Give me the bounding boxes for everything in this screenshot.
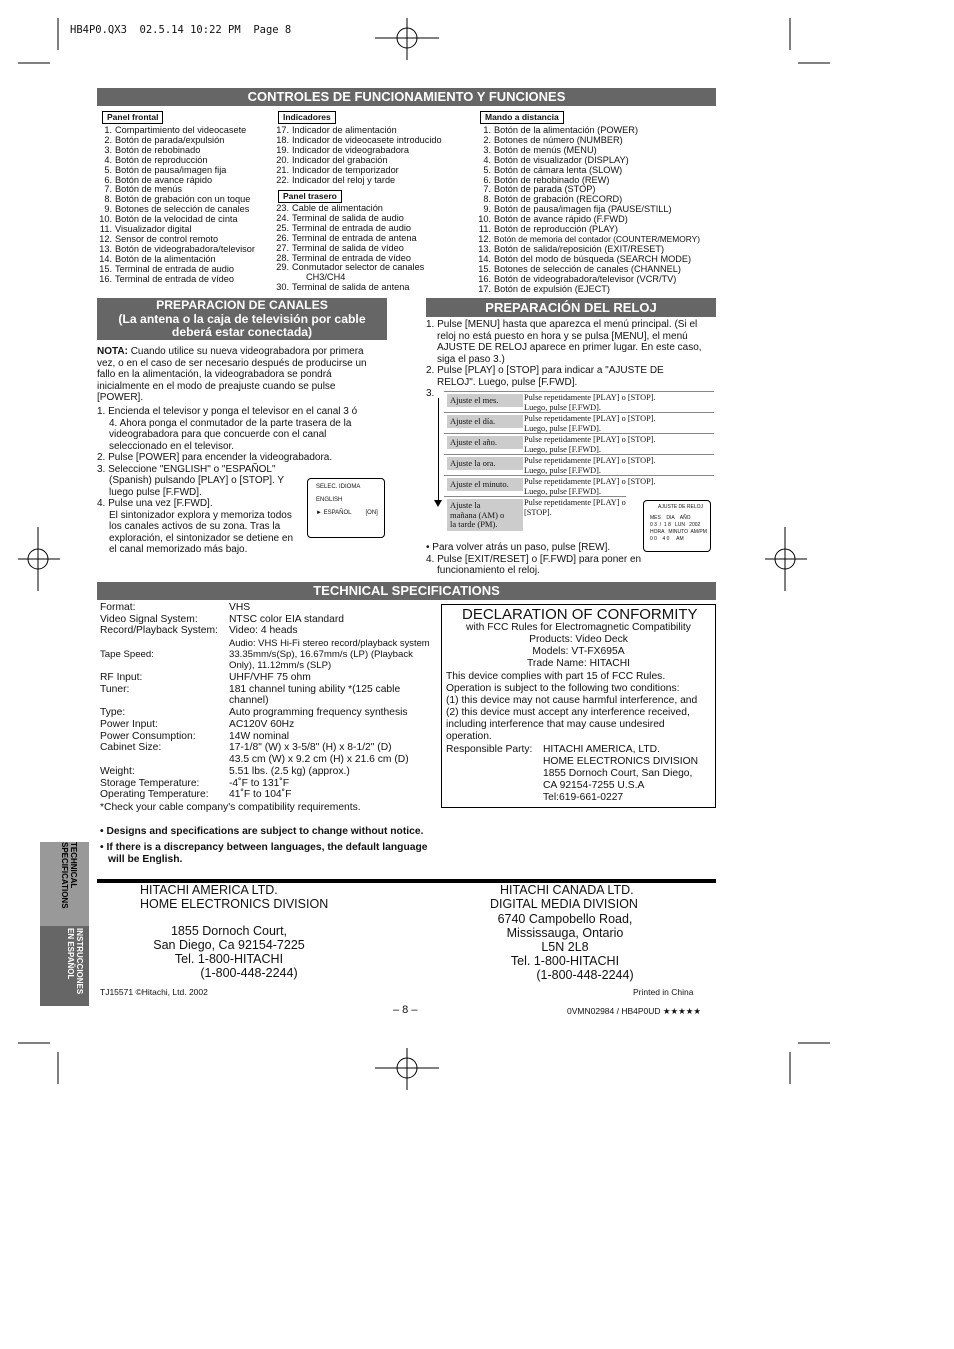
list-item: 17. Indicador de alimentación bbox=[276, 125, 397, 135]
language-osd: SELEC. IDIOMA ENGLISH ► ESPAÑOL [ON] bbox=[307, 478, 385, 538]
spec-key: Record/Playback System: bbox=[100, 625, 218, 637]
clock-row: Ajuste la ora. Pulse repetidamente [PLAY] o [STOP]. Luego, pulse [F.FWD]. bbox=[444, 454, 714, 475]
list-item: 2. Botones de número (NUMBER) bbox=[483, 134, 623, 145]
page-number: – 8 – bbox=[393, 1004, 418, 1016]
list-item: 13. Botón de salida/reposición (EXIT/RESET) bbox=[478, 243, 665, 254]
list-item: 7. Botón de menús bbox=[104, 184, 182, 195]
spec-value: 181 channel tuning ability *(125 cable channel) bbox=[229, 683, 401, 707]
list-item: 2. Botón de parada/expulsión bbox=[104, 134, 225, 145]
spec-value: Video: 4 heads Audio: VHS Hi-Fi stereo record/playback system bbox=[229, 625, 430, 648]
list-item: 22. Indicador del reloj y tarde bbox=[276, 174, 396, 185]
front-panel-list bbox=[95, 126, 255, 285]
list-item: 8. Botón de grabación (RECORD) bbox=[483, 194, 623, 205]
front-panel-label: Panel frontal bbox=[102, 111, 163, 124]
list-item: 4. Botón de visualizador (DISPLAY) bbox=[483, 154, 629, 165]
spec-value: 5.51 lbs. (2.5 kg) (approx.) bbox=[229, 765, 350, 777]
clock-row: Ajuste el mes. Pulse repetidamente [PLAY] o [STOP]. Luego, pulse [F.FWD]. bbox=[444, 391, 714, 412]
clock-row: Ajuste el año. Pulse repetidamente [PLAY] o [STOP]. Luego, pulse [F.FWD]. bbox=[444, 433, 714, 454]
clock-osd: AJUSTE DE RELOJ MES DIA AÑO 0 3 / 1 8 LUN 2002 HORA MINUTO AM/PM 0 0 4 0 AM bbox=[643, 500, 711, 552]
arrow-down-icon bbox=[434, 500, 442, 507]
side-tab-spanish-label: INSTRUCCIONES EN ESPAÑOL bbox=[66, 928, 84, 995]
footer-copyright: TJ15571 ©Hitachi, Ltd. 2002 bbox=[100, 987, 208, 997]
clock-row: Ajuste el minuto. Pulse repetidamente [PLAY] o [STOP]. Luego, pulse [F.FWD]. bbox=[444, 475, 714, 496]
spec-key: Operating Temperature: bbox=[100, 789, 209, 801]
list-item: 1. Botón de la alimentación (POWER) bbox=[483, 125, 638, 135]
footer-code: 0VMN02984 / HB4P0UD ★★★★★ bbox=[567, 1006, 702, 1016]
list-item: 25. Terminal de entrada de audio bbox=[276, 222, 412, 233]
remote-label: Mando a distancia bbox=[480, 111, 564, 124]
list-item: CH3/CH4 bbox=[306, 272, 346, 283]
channels-heading: PREPARACION DE CANALES (La antena o la caja de televisión por cable deberá estar conectada) bbox=[97, 298, 387, 340]
list-item: 7. Botón de parada (STOP) bbox=[483, 184, 596, 195]
declaration-box: DECLARATION OF CONFORMITY with FCC Rules for Electromagnetic Compatibility Products: Video Deck Models: VT-FX695A Trade Name: HITACHI This device complies with part 15 of FCC Rules. Operation is subject to the following two conditions: (1) this device may not cause harmful interference, and (2) this device must accept any interference received, including interference that may cause undesired operation. Responsible Party: HITACHI AMERICA, LTD. HOME ELECTRONICS DIVISION 1855 Dornoch Court, San Diego, CA 92154-7255 U.S.A Tel:619-661-0227 bbox=[441, 604, 716, 808]
list-item: 10. Botón de la velocidad de cinta bbox=[99, 214, 238, 225]
side-tab-technical-label: TECHNICAL SPECIFICATIONS bbox=[60, 842, 78, 909]
spec-value: VHS bbox=[229, 602, 251, 613]
controls-heading: CONTROLES DE FUNCIONAMIENTO Y FUNCIONES bbox=[97, 88, 716, 106]
print-header: HB4P0.QX3 02.5.14 10:22 PM Page 8 bbox=[70, 24, 292, 36]
spec-footnote: *Check your cable company's compatibility requirements. bbox=[100, 802, 361, 813]
list-item: 29. Conmutador selector de canales bbox=[276, 262, 425, 273]
list-item: 1. Compartimiento del videocasete bbox=[104, 125, 247, 135]
list-item: 30. Terminal de salida de antena bbox=[276, 282, 410, 293]
list-item: 6. Botón de avance rápido bbox=[104, 174, 213, 185]
clock-row-ampm: Ajuste la mañana (AM) o la tarde (PM). Pulse repetidamente [PLAY] o [STOP]. bbox=[444, 496, 626, 534]
declaration-title: DECLARATION OF CONFORMITY bbox=[462, 606, 698, 623]
list-item: 27. Terminal de salida de vídeo bbox=[276, 242, 404, 253]
list-item: 9. Botón de pausa/imagen fija (PAUSE/STILL) bbox=[483, 204, 672, 215]
spec-value: -4˚F to 131˚F bbox=[229, 777, 290, 789]
list-item: 24. Terminal de salida de audio bbox=[276, 212, 404, 223]
list-item: 12. Sensor de control remoto bbox=[99, 233, 219, 244]
spec-key: Type: bbox=[100, 707, 126, 719]
list-item: 3. Botón de menús (MENU) bbox=[483, 144, 597, 155]
channels-steps: 1. Encienda el televisor y ponga el televisor en el canal 3 ó 4. Ahora ponga el conmutador de la parte trasera de la videograbadora para que concuerde con el canal seleccionado en el televisor. 2. Pulse [POWER] para encender la videograbadora. 3. Seleccione "ENGLISH" o "ESPAÑOL" (Spanish) pulsando [PLAY] o [STOP]. Y luego pulse [F.FWD]. 4. Pulse una vez [F.FWD]. El sintonizador explora y memoriza todos los canales activos de su zona. Tras la exploración, el sintonizador se detiene en el canal memorizado más bajo. bbox=[97, 406, 358, 555]
indicators-list bbox=[272, 126, 442, 185]
spec-key: Video Signal System: bbox=[100, 613, 198, 625]
list-item: 5. Botón de cámara lenta (SLOW) bbox=[483, 164, 623, 175]
spec-notes: • Designs and specifications are subject to change without notice. • If there is a discrepancy between languages, the default language will be English. bbox=[100, 826, 428, 865]
list-item: 15. Terminal de entrada de audio bbox=[99, 263, 235, 274]
list-item: 3. Botón de rebobinado bbox=[104, 144, 201, 155]
clock-heading: PREPARACIÓN DEL RELOJ bbox=[426, 298, 716, 317]
clock-arrow bbox=[438, 398, 439, 504]
list-item: 19. Indicador de videograbadora bbox=[276, 144, 409, 155]
list-item: 16. Terminal de entrada de vídeo bbox=[99, 273, 235, 284]
list-item: 6. Botón de rebobinado (REW) bbox=[483, 174, 610, 185]
spec-value: Auto programming frequency synthesis bbox=[229, 707, 408, 719]
spec-key: Power Consumption: bbox=[100, 730, 196, 742]
spec-value: NTSC color EIA standard bbox=[229, 613, 345, 625]
spec-value: UHF/VHF 75 ohm bbox=[229, 672, 311, 684]
footer-printed: Printed in China bbox=[633, 987, 694, 997]
spec-key: Format: bbox=[100, 602, 136, 613]
list-item: 9. Botones de selección de canales bbox=[104, 204, 250, 215]
channels-note: NOTA: Cuando utilice su nueva videograbadora por primera vez, o en el caso de ser necesario después de producirse un fallo en la alimentación, la videograbadora se pondrá inicialmente en el modo de preajuste cuando se pulse [POWER]. bbox=[97, 346, 367, 403]
clock-steps: 1. Pulse [MENU] hasta que aparezca el menú principal. (Si el reloj no está puesto en hora y se pulsa [MENU], el menú AJUSTE DE RELOJ aparece en primer lugar. En este caso, siga el paso 3.) 2. Pulse [PLAY] o [STOP] para indicar a "AJUSTE DE RELOJ". Luego, pulse [F.FWD]. 3. bbox=[426, 319, 702, 399]
list-item: 20. Indicador del grabación bbox=[276, 154, 388, 165]
remote-list bbox=[474, 126, 700, 294]
list-item: 15. Botones de selección de canales (CHANNEL) bbox=[478, 263, 681, 274]
list-item: 11. Visualizador digital bbox=[99, 224, 192, 235]
spec-value: 14W nominal bbox=[229, 730, 290, 742]
spec-value: 33.35mm/s(Sp), 16.67mm/s (LP) (Playback Only), 11.12mm/s (SLP) bbox=[229, 648, 413, 672]
list-item: 28. Terminal de entrada de vídeo bbox=[276, 252, 412, 263]
list-item: 14. Botón de la alimentación bbox=[99, 253, 216, 264]
list-item: 8. Botón de grabación con un toque bbox=[104, 194, 251, 205]
list-item: 17. Botón de expulsión (EJECT) bbox=[478, 283, 610, 294]
spec-key: Power Input: bbox=[100, 719, 158, 730]
list-item: 4. Botón de reproducción bbox=[104, 154, 208, 165]
list-item: 13. Botón de videograbadora/televisor bbox=[99, 243, 255, 254]
rear-panel-label: Panel trasero bbox=[278, 190, 342, 203]
list-item: 11. Botón de reproducción (PLAY) bbox=[478, 224, 618, 235]
list-item: 21. Indicador de temporizador bbox=[276, 164, 399, 175]
spec-key: Cabinet Size: bbox=[100, 742, 162, 754]
spec-value: 41˚F to 104˚F bbox=[229, 789, 292, 801]
list-item: 16. Botón de videograbadora/televisor (VCR/TV) bbox=[478, 273, 677, 284]
tech-specs-heading: TECHNICAL SPECIFICATIONS bbox=[97, 582, 716, 600]
indicators-label: Indicadores bbox=[278, 111, 336, 124]
rear-panel-list bbox=[272, 204, 424, 293]
spec-value: 17-1/8" (W) x 3-5/8" (H) x 8-1/2" (D) 43.5 cm (W) x 9.2 cm (H) x 21.6 cm (D) bbox=[229, 742, 409, 765]
spec-value: AC120V 60Hz bbox=[229, 719, 295, 730]
list-item: 14. Botón del modo de búsqueda (SEARCH MODE) bbox=[478, 253, 692, 264]
list-item: 18. Indicador de videocasete introducido bbox=[276, 134, 442, 145]
spec-key: Tuner: bbox=[100, 683, 130, 695]
clock-row: Ajuste el día. Pulse repetidamente [PLAY] o [STOP]. Luego, pulse [F.FWD]. bbox=[444, 412, 714, 433]
list-item: 23. Cable de alimentación bbox=[276, 203, 383, 213]
spec-key: Tape Speed: bbox=[100, 648, 154, 660]
clock-after: • Para volver atrás un paso, pulse [REW]. 4. Pulse [EXIT/RESET] o [F.FWD] para poner en funcionamiento el reloj. bbox=[426, 542, 642, 576]
spec-key: RF Input: bbox=[100, 672, 143, 684]
list-item: 26. Terminal de entrada de antena bbox=[276, 232, 417, 243]
list-item: 12. Botón de memoria del contador (COUNTER/MEMORY) bbox=[478, 233, 701, 244]
list-item: 10. Botón de avance rápido (F.FWD) bbox=[478, 214, 628, 225]
list-item: 5. Botón de pausa/imagen fija bbox=[104, 164, 227, 175]
spec-key: Weight: bbox=[100, 765, 135, 777]
spec-key: Storage Temperature: bbox=[100, 777, 200, 789]
